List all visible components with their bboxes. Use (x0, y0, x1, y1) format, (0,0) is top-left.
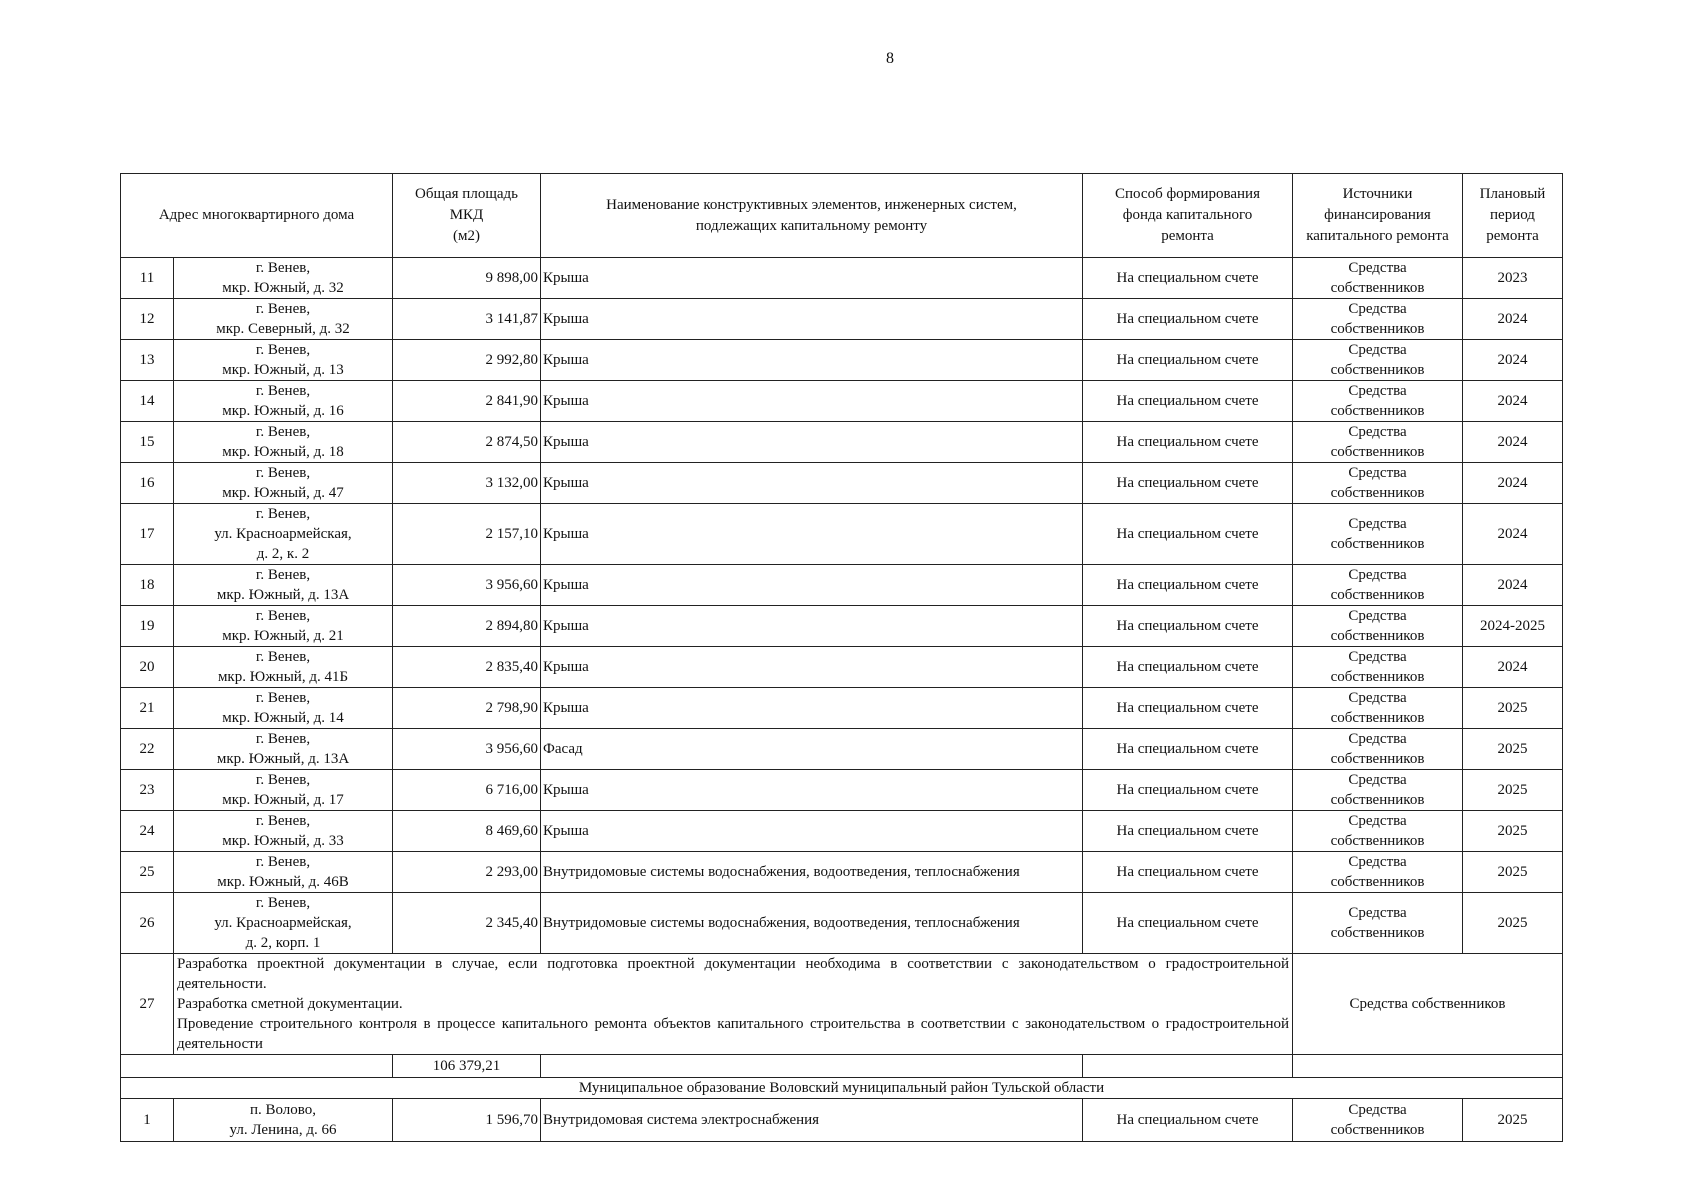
project-docs-cell: Разработка проектной документации в случае, если подготовка проектной документации необходима в соответствии с законодательством о градостроительной деятельности. Разработка сметной документации. Проведение строительного контроля в процессе капитального ремонта объектов капитального строительства в соответствии с законодательством о градостроительной деятельности (174, 954, 1293, 1055)
row-number: 15 (121, 422, 174, 463)
table-row (121, 340, 1563, 381)
table-row (121, 1099, 1563, 1142)
area-cell: 9 898,00 (393, 258, 541, 299)
row-number: 23 (121, 770, 174, 811)
source-cell: Средства собственников (1293, 954, 1563, 1055)
row-number: 26 (121, 893, 174, 954)
total-empty-cell (1083, 1055, 1293, 1078)
element-cell: Крыша (541, 606, 1083, 647)
row-number: 19 (121, 606, 174, 647)
period-cell: 2025 (1463, 852, 1563, 893)
element-cell: Крыша (541, 565, 1083, 606)
area-cell: 3 956,60 (393, 729, 541, 770)
area-cell: 3 132,00 (393, 463, 541, 504)
period-cell: 2024 (1463, 381, 1563, 422)
element-cell: Крыша (541, 299, 1083, 340)
table-row (121, 770, 1563, 811)
element-cell: Фасад (541, 729, 1083, 770)
fund-cell: На специальном счете (1083, 1099, 1293, 1142)
area-cell: 2 835,40 (393, 647, 541, 688)
source-cell: Средства собственников (1293, 893, 1463, 954)
period-cell: 2025 (1463, 893, 1563, 954)
table-row (121, 463, 1563, 504)
source-cell: Средства собственников (1293, 504, 1463, 565)
row-number: 22 (121, 729, 174, 770)
fund-cell: На специальном счете (1083, 340, 1293, 381)
period-cell: 2025 (1463, 770, 1563, 811)
source-cell: Средства собственников (1293, 299, 1463, 340)
period-cell: 2024 (1463, 463, 1563, 504)
total-area-cell: 106 379,21 (393, 1055, 541, 1078)
municipality-title: Муниципальное образование Воловский муниципальный район Тульской области (121, 1078, 1563, 1099)
source-cell: Средства собственников (1293, 258, 1463, 299)
table-header-row (121, 174, 1563, 258)
area-cell: 6 716,00 (393, 770, 541, 811)
period-cell: 2024-2025 (1463, 606, 1563, 647)
row-number: 21 (121, 688, 174, 729)
row-number: 12 (121, 299, 174, 340)
period-cell: 2024 (1463, 504, 1563, 565)
municipality-row (121, 1078, 1563, 1099)
table-row (121, 606, 1563, 647)
header-sources: Источники финансирования капитального ремонта (1293, 174, 1463, 258)
element-cell: Крыша (541, 340, 1083, 381)
address-cell: г. Венев, мкр. Южный, д. 14 (174, 688, 393, 729)
area-cell: 3 956,60 (393, 565, 541, 606)
fund-cell: На специальном счете (1083, 606, 1293, 647)
table-row-project-docs (121, 954, 1563, 1055)
area-cell: 2 157,10 (393, 504, 541, 565)
area-cell: 1 596,70 (393, 1099, 541, 1142)
row-number: 18 (121, 565, 174, 606)
header-area: Общая площадь МКД (м2) (393, 174, 541, 258)
period-cell: 2024 (1463, 299, 1563, 340)
fund-cell: На специальном счете (1083, 258, 1293, 299)
period-cell: 2025 (1463, 811, 1563, 852)
row-number: 11 (121, 258, 174, 299)
area-cell: 2 894,80 (393, 606, 541, 647)
address-cell: г. Венев, мкр. Южный, д. 13А (174, 565, 393, 606)
row-number: 27 (121, 954, 174, 1055)
address-cell: г. Венев, мкр. Южный, д. 41Б (174, 647, 393, 688)
period-cell: 2024 (1463, 340, 1563, 381)
source-cell: Средства собственников (1293, 340, 1463, 381)
header-address: Адрес многоквартирного дома (121, 174, 393, 258)
area-cell: 2 345,40 (393, 893, 541, 954)
row-number: 16 (121, 463, 174, 504)
element-cell: Крыша (541, 770, 1083, 811)
fund-cell: На специальном счете (1083, 688, 1293, 729)
area-cell: 2 841,90 (393, 381, 541, 422)
element-cell: Крыша (541, 381, 1083, 422)
table-row (121, 299, 1563, 340)
period-cell: 2024 (1463, 422, 1563, 463)
element-cell: Крыша (541, 258, 1083, 299)
table-row (121, 811, 1563, 852)
fund-cell: На специальном счете (1083, 463, 1293, 504)
address-cell: г. Венев, мкр. Южный, д. 13 (174, 340, 393, 381)
period-cell: 2024 (1463, 565, 1563, 606)
address-cell: г. Венев, мкр. Южный, д. 46В (174, 852, 393, 893)
row-number: 24 (121, 811, 174, 852)
row-number: 17 (121, 504, 174, 565)
address-cell: г. Венев, мкр. Южный, д. 32 (174, 258, 393, 299)
element-cell: Внутридомовые системы водоснабжения, водоотведения, теплоснабжения (541, 893, 1083, 954)
repair-plan-table (120, 173, 1563, 1142)
address-cell: г. Венев, мкр. Южный, д. 33 (174, 811, 393, 852)
element-cell: Внутридомовая система электроснабжения (541, 1099, 1083, 1142)
area-cell: 2 992,80 (393, 340, 541, 381)
source-cell: Средства собственников (1293, 381, 1463, 422)
row-number: 25 (121, 852, 174, 893)
element-cell: Крыша (541, 422, 1083, 463)
table-row (121, 688, 1563, 729)
fund-cell: На специальном счете (1083, 504, 1293, 565)
total-row (121, 1055, 1563, 1078)
period-cell: 2025 (1463, 1099, 1563, 1142)
table-row (121, 852, 1563, 893)
element-cell: Крыша (541, 647, 1083, 688)
area-cell: 2 798,90 (393, 688, 541, 729)
row-number: 1 (121, 1099, 174, 1142)
table-row (121, 893, 1563, 954)
address-cell: г. Венев, мкр. Южный, д. 13А (174, 729, 393, 770)
period-cell: 2025 (1463, 729, 1563, 770)
row-number: 20 (121, 647, 174, 688)
header-period: Плановый период ремонта (1463, 174, 1563, 258)
element-cell: Крыша (541, 463, 1083, 504)
total-empty-cell (541, 1055, 1083, 1078)
period-cell: 2025 (1463, 688, 1563, 729)
address-cell: г. Венев, мкр. Южный, д. 47 (174, 463, 393, 504)
header-fund: Способ формирования фонда капитального ремонта (1083, 174, 1293, 258)
period-cell: 2023 (1463, 258, 1563, 299)
table-row (121, 729, 1563, 770)
source-cell: Средства собственников (1293, 1099, 1463, 1142)
row-number: 14 (121, 381, 174, 422)
address-cell: п. Волово, ул. Ленина, д. 66 (174, 1099, 393, 1142)
source-cell: Средства собственников (1293, 729, 1463, 770)
fund-cell: На специальном счете (1083, 422, 1293, 463)
address-cell: г. Венев, мкр. Южный, д. 18 (174, 422, 393, 463)
address-cell: г. Венев, ул. Красноармейская, д. 2, корп. 1 (174, 893, 393, 954)
fund-cell: На специальном счете (1083, 893, 1293, 954)
page-number: 8 (886, 50, 894, 67)
source-cell: Средства собственников (1293, 770, 1463, 811)
area-cell: 3 141,87 (393, 299, 541, 340)
fund-cell: На специальном счете (1083, 770, 1293, 811)
address-cell: г. Венев, мкр. Южный, д. 21 (174, 606, 393, 647)
area-cell: 2 874,50 (393, 422, 541, 463)
area-cell: 2 293,00 (393, 852, 541, 893)
element-cell: Крыша (541, 811, 1083, 852)
fund-cell: На специальном счете (1083, 729, 1293, 770)
address-cell: г. Венев, мкр. Северный, д. 32 (174, 299, 393, 340)
element-cell: Крыша (541, 688, 1083, 729)
source-cell: Средства собственников (1293, 688, 1463, 729)
total-empty-cell (121, 1055, 393, 1078)
table-row (121, 258, 1563, 299)
address-cell: г. Венев, мкр. Южный, д. 17 (174, 770, 393, 811)
fund-cell: На специальном счете (1083, 811, 1293, 852)
fund-cell: На специальном счете (1083, 565, 1293, 606)
fund-cell: На специальном счете (1083, 852, 1293, 893)
source-cell: Средства собственников (1293, 811, 1463, 852)
element-cell: Внутридомовые системы водоснабжения, водоотведения, теплоснабжения (541, 852, 1083, 893)
table-row (121, 422, 1563, 463)
table-row (121, 381, 1563, 422)
fund-cell: На специальном счете (1083, 647, 1293, 688)
source-cell: Средства собственников (1293, 422, 1463, 463)
period-cell: 2024 (1463, 647, 1563, 688)
header-elements: Наименование конструктивных элементов, инженерных систем, подлежащих капитальному ремонту (541, 174, 1083, 258)
element-cell: Крыша (541, 504, 1083, 565)
table-row (121, 647, 1563, 688)
source-cell: Средства собственников (1293, 647, 1463, 688)
fund-cell: На специальном счете (1083, 299, 1293, 340)
total-empty-cell (1293, 1055, 1563, 1078)
area-cell: 8 469,60 (393, 811, 541, 852)
source-cell: Средства собственников (1293, 852, 1463, 893)
source-cell: Средства собственников (1293, 565, 1463, 606)
fund-cell: На специальном счете (1083, 381, 1293, 422)
address-cell: г. Венев, ул. Красноармейская, д. 2, к. 2 (174, 504, 393, 565)
table-row (121, 504, 1563, 565)
address-cell: г. Венев, мкр. Южный, д. 16 (174, 381, 393, 422)
source-cell: Средства собственников (1293, 463, 1463, 504)
row-number: 13 (121, 340, 174, 381)
table-row (121, 565, 1563, 606)
source-cell: Средства собственников (1293, 606, 1463, 647)
